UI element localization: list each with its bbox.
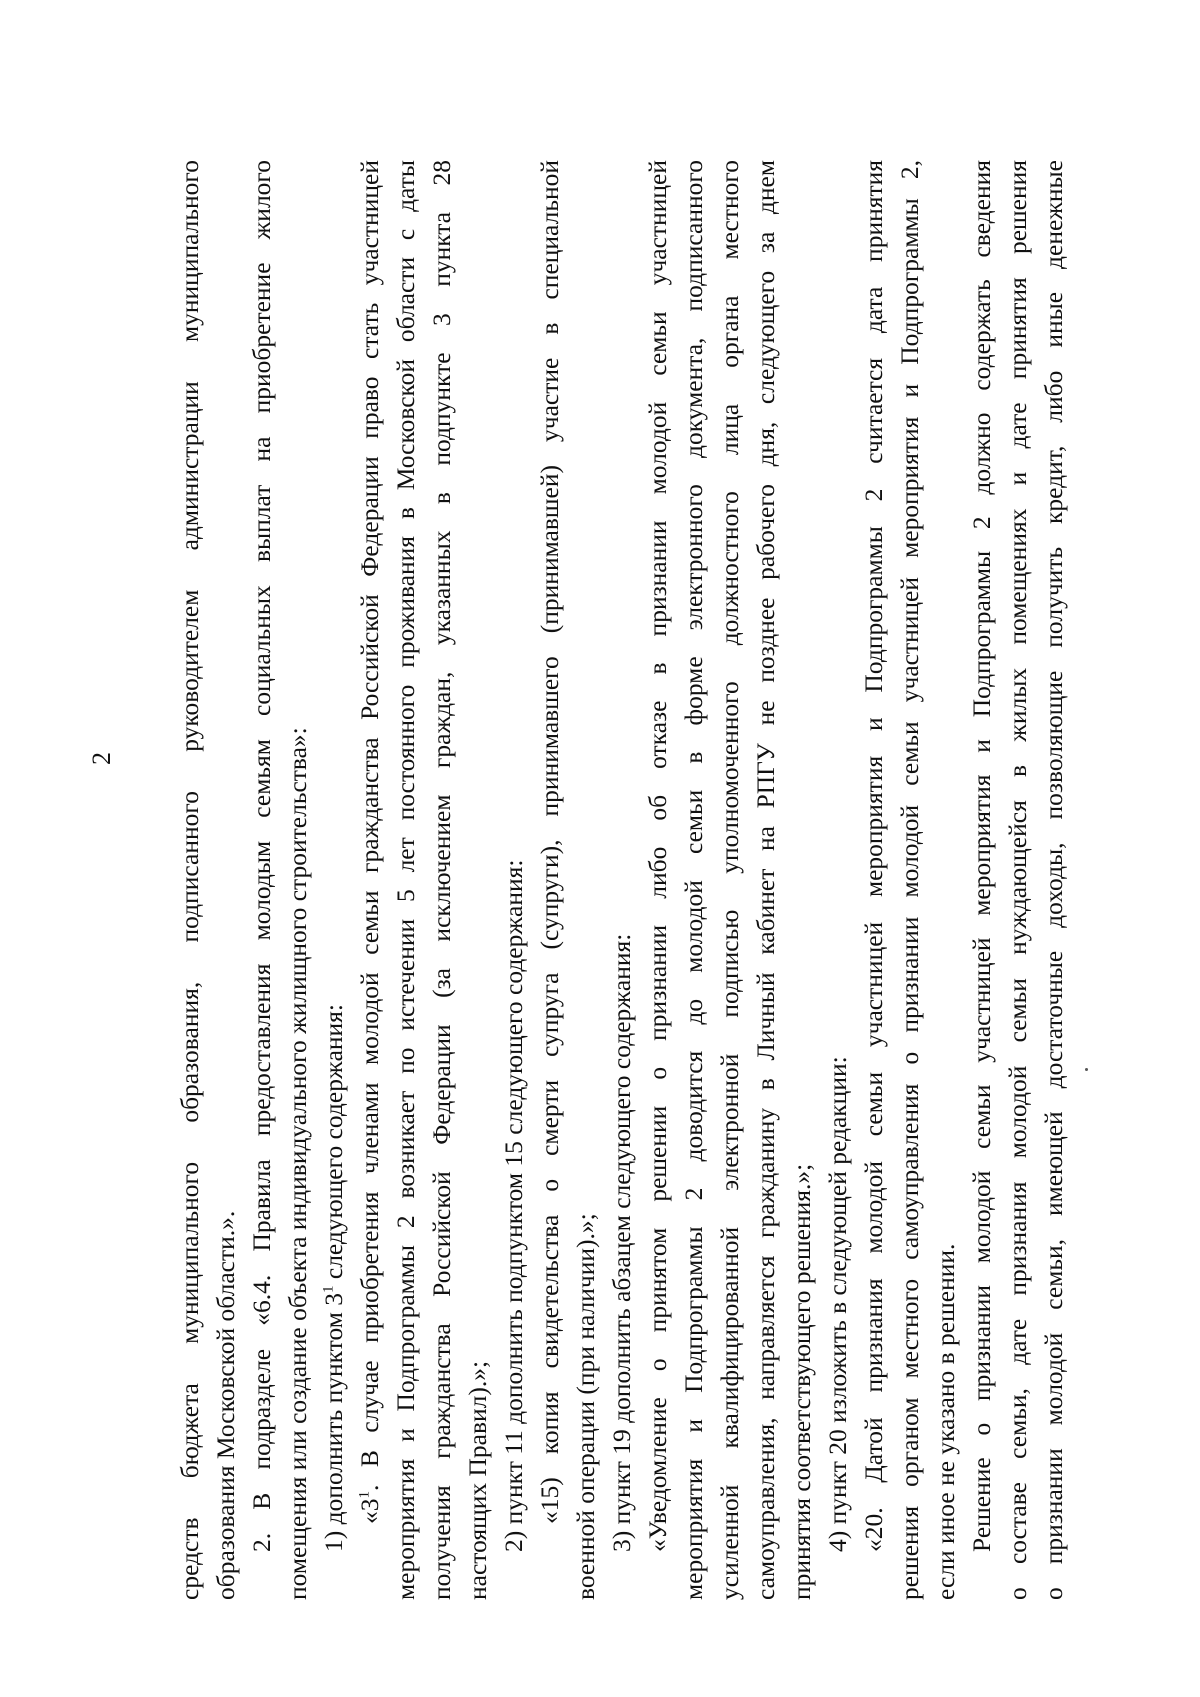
text-line-11: «15) копия свидетельства о смерти супруга (супруги), принимавшего (принимавшей) участие в специальной: [535, 160, 564, 1524]
text-line-23: Решение о признании молодой семьи участницей мероприятия и Подпрограммы 2 должно содержать сведения: [967, 160, 996, 1552]
text-line-14: «Уведомление о принятом решении о признании либо об отказе в признании молодой семьи участницей: [643, 160, 672, 1552]
text-line-15: мероприятия и Подпрограммы 2 доводится до молодой семьи в форме электронного документа, подписанного: [679, 160, 708, 1600]
text-line-20: «20. Датой признания молодой семьи участницей мероприятия и Подпрограммы 2 считается дата принятия: [859, 160, 888, 1552]
text-line-2: образования Московской области.».: [211, 1210, 240, 1600]
scan-speck: [1085, 1068, 1088, 1071]
text-line-25: о признании молодой семьи, имеющей достаточные доходы, позволяющие получить кредит, либо иные денежные: [1039, 160, 1068, 1600]
text-line-19: 4) пункт 20 изложить в следующей редакции:: [823, 1056, 852, 1552]
text-line-1: средств бюджета муниципального образования, подписанного руководителем администрации муниципального: [175, 160, 204, 1600]
text-line-22: если иное не указано в решении.: [931, 1243, 960, 1600]
text-line-6-tail: . В случае приобретения членами молодой семьи гражданства Российской Федерации право стать участницей: [355, 160, 384, 1491]
text-line-3: 2. В подразделе «6.4. Правила предоставления молодым семьям социальных выплат на приобретение жилого: [247, 160, 276, 1552]
text-line-17: самоуправления, направляется гражданину в Личный кабинет на РПГУ не позднее рабочего дня, следующего за днем: [751, 160, 780, 1600]
text-line-6-head: «3: [355, 1498, 384, 1524]
text-line-18: принятия соответствующего решения.»;: [787, 1163, 816, 1600]
text-line-4: помещения или создание объекта индивидуального жилищного строительства»:: [283, 727, 312, 1600]
page-number: 2: [87, 752, 116, 765]
text-line-12: военной операции (при наличии).»;: [571, 1213, 600, 1600]
text-line-7: мероприятия и Подпрограммы 2 возникает по истечении 5 лет постоянного проживания в Московской области с даты: [391, 160, 420, 1600]
text-line-24: о составе семьи, дате признания молодой семьи нуждающейся в жилых помещениях и дате принятия решения: [1003, 160, 1032, 1600]
text-line-10: 2) пункт 11 дополнить подпунктом 15 следующего содержания:: [499, 859, 528, 1552]
rotated-text-block: [87, 90, 1105, 1600]
superscript-1: 1: [320, 1285, 337, 1293]
text-line-16: усиленной квалифицированной электронной подписью уполномоченного должностного лица органа местного: [715, 160, 744, 1600]
text-line-9: настоящих Правил).»;: [463, 1360, 492, 1600]
text-line-8: получения гражданства Российской Федерации (за исключением граждан, указанных в подпункте 3 пункта 28: [427, 160, 456, 1600]
superscript-2: 1: [356, 1491, 373, 1499]
text-line-5: [319, 160, 349, 1600]
text-line-13: 3) пункт 19 дополнить абзацем следующего содержания:: [607, 933, 636, 1552]
text-line-21: решения органом местного самоуправления о признании молодой семьи участницей мероприятия и Подпрограммы 2,: [895, 160, 924, 1600]
text-line-5-head: 1) дополнить пунктом 3: [319, 1293, 348, 1552]
text-line-6: [355, 160, 385, 1600]
text-line-5-tail: следующего содержания:: [319, 1004, 348, 1286]
